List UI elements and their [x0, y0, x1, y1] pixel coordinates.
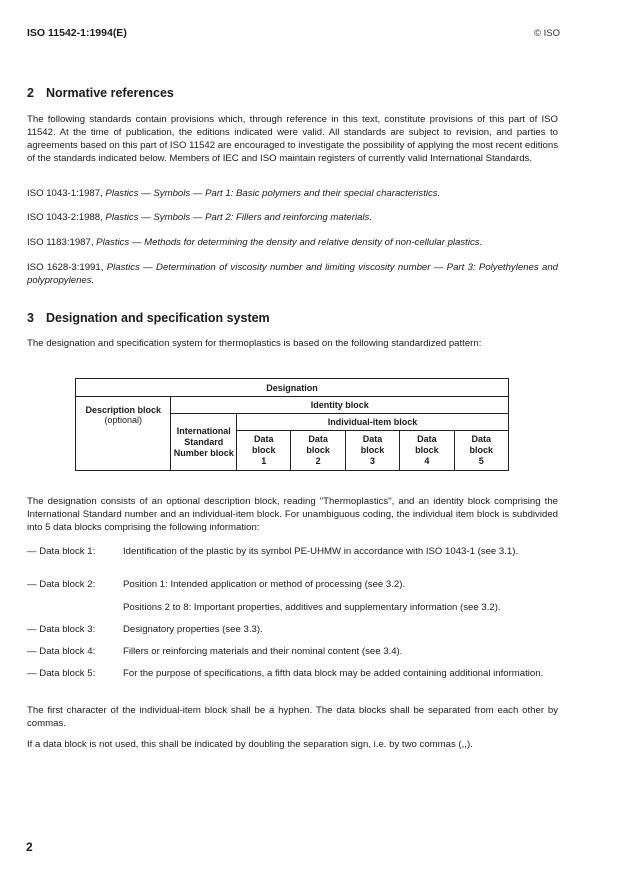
section-number: 3 — [27, 311, 34, 325]
list-item: Positions 2 to 8: Important properties, additives and supplementary information (see 3.2). — [123, 602, 501, 613]
hyphen-paragraph: The first character of the individual-item block shall be a hyphen. The data blocks shall be separated from each other by commas. — [27, 705, 558, 729]
data-block-cell: Data block 2 — [291, 431, 345, 471]
individual-item-block-cell: Individual-item block — [237, 414, 509, 431]
section-2-heading — [27, 86, 174, 100]
data-block-cell: Data block 1 — [237, 431, 291, 471]
designation-table — [75, 378, 509, 471]
description-block-cell: Description block (optional) — [76, 397, 171, 471]
reference-item: ISO 1183:1987, Plastics — Methods for determining the density and relative density of non-cellular plastics. — [27, 237, 483, 248]
header-copyright: © ISO — [533, 28, 560, 39]
page-number: 2 — [26, 840, 33, 854]
data-block-cell: Data block 5 — [454, 431, 508, 471]
list-item: — Data block 1: Identification of the plastic by its symbol PE-UHMW in accordance with ISO 1043-1 (see 3.1). — [27, 546, 519, 557]
identity-block-cell: Identity block — [171, 397, 509, 414]
section-title: Designation and specification system — [46, 311, 270, 325]
unused-block-paragraph: If a data block is not used, this shall be indicated by doubling the separation sign, i.e. by two commas (,,). — [27, 739, 473, 750]
section-2-intro: The following standards contain provisions which, through reference in this text, constitute provisions of this part of ISO 11542. At the time of publication, the editions indicated were valid. All standards are subject to revision, and parties to agreements based on this part of ISO 11542 are encouraged to investigate the possibility of applying the most recent editions of the standards indicated below. Members of IEC and ISO maintain registers of currently valid International Standards. — [27, 114, 559, 164]
data-block-cell: Data block 4 — [400, 431, 454, 471]
section-3-intro: The designation and specification system for thermoplastics is based on the following standardized pattern: — [27, 338, 482, 349]
section-number: 2 — [27, 86, 34, 100]
header-standard-id: ISO 11542-1:1994(E) — [27, 27, 127, 39]
reference-item: ISO 1628-3:1991, Plastics — Determination of viscosity number and limiting viscosity number — Part 3: Polyethylenes and polypropylenes. — [27, 262, 558, 286]
intl-standard-number-cell: International Standard Number block — [171, 414, 237, 471]
list-item: — Data block 3: Designatory properties (see 3.3). — [27, 624, 263, 635]
list-item: — Data block 4: Fillers or reinforcing materials and their nominal content (see 3.4). — [27, 646, 403, 657]
reference-item: ISO 1043-2:1988, Plastics — Symbols — Part 2: Fillers and reinforcing materials. — [27, 212, 372, 223]
section-title: Normative references — [46, 86, 174, 100]
data-block-cell: Data block 3 — [345, 431, 399, 471]
designation-paragraph: The designation consists of an optional description block, reading "Thermoplastics", and an identity block comprising the International Standard number and an individual-item block. For unambiguous coding, the individual item block is subdivided into 5 data blocks comprising the following information: — [27, 496, 558, 533]
list-item: — Data block 2: Position 1: Intended application or method of processing (see 3.2). — [27, 579, 406, 590]
list-item: — Data block 5: For the purpose of specifications, a fifth data block may be added containing additional information. — [27, 668, 544, 679]
reference-item: ISO 1043-1:1987, Plastics — Symbols — Part 1: Basic polymers and their special characteristics. — [27, 188, 441, 199]
section-3-heading — [27, 311, 270, 325]
designation-cell: Designation — [76, 379, 509, 397]
